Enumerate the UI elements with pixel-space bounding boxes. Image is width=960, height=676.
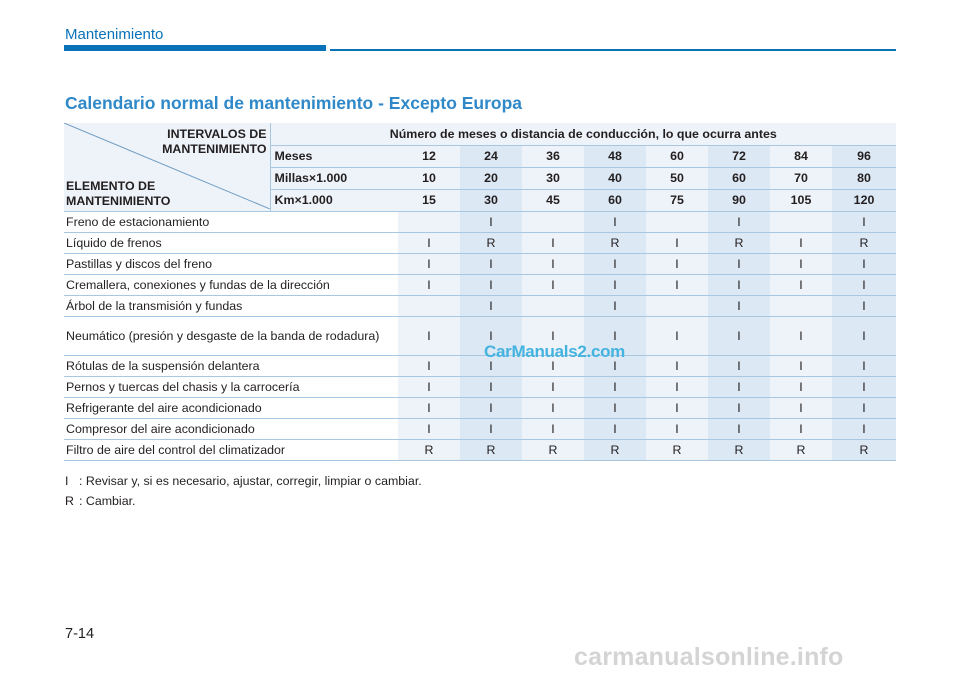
item-value: I bbox=[770, 317, 832, 356]
interval-value: 40 bbox=[584, 168, 646, 190]
interval-value: 20 bbox=[460, 168, 522, 190]
interval-value: 80 bbox=[832, 168, 896, 190]
item-value: I bbox=[832, 212, 896, 233]
table-row bbox=[64, 419, 896, 440]
item-value: I bbox=[832, 275, 896, 296]
section-label: Mantenimiento bbox=[65, 26, 164, 43]
item-name: Árbol de la transmisión y fundas bbox=[64, 296, 398, 317]
item-value: I bbox=[770, 377, 832, 398]
maintenance-table bbox=[64, 123, 896, 461]
item-heading: ELEMENTO DE MANTENIMIENTO bbox=[66, 179, 171, 208]
item-value bbox=[646, 212, 708, 233]
item-value: R bbox=[832, 233, 896, 254]
item-value: I bbox=[708, 317, 770, 356]
item-value: I bbox=[584, 296, 646, 317]
item-value: R bbox=[708, 233, 770, 254]
item-value: I bbox=[832, 356, 896, 377]
interval-row-label: Millas×1.000 bbox=[270, 168, 398, 190]
legend-key: R bbox=[65, 494, 74, 508]
item-value: I bbox=[522, 275, 584, 296]
item-value: I bbox=[460, 275, 522, 296]
item-value: R bbox=[398, 440, 460, 461]
legend-item bbox=[65, 494, 135, 508]
interval-value: 72 bbox=[708, 146, 770, 168]
item-name: Filtro de aire del control del climatizador bbox=[64, 440, 398, 461]
item-value bbox=[646, 296, 708, 317]
item-value: I bbox=[460, 419, 522, 440]
item-value: I bbox=[522, 254, 584, 275]
item-value: I bbox=[708, 212, 770, 233]
item-value: I bbox=[522, 233, 584, 254]
item-value: I bbox=[646, 377, 708, 398]
item-value: I bbox=[708, 419, 770, 440]
item-value: I bbox=[770, 275, 832, 296]
item-value: I bbox=[646, 275, 708, 296]
item-name: Líquido de frenos bbox=[64, 233, 398, 254]
table-row bbox=[64, 254, 896, 275]
item-value: I bbox=[832, 317, 896, 356]
item-value bbox=[770, 296, 832, 317]
legend-text: : Cambiar. bbox=[79, 494, 136, 508]
table-row bbox=[64, 377, 896, 398]
item-value: R bbox=[460, 440, 522, 461]
table-row bbox=[64, 440, 896, 461]
item-value: I bbox=[646, 398, 708, 419]
interval-value: 45 bbox=[522, 190, 584, 212]
item-value: I bbox=[832, 398, 896, 419]
site-watermark: carmanualsonline.info bbox=[574, 643, 844, 671]
interval-value: 12 bbox=[398, 146, 460, 168]
item-value: I bbox=[584, 356, 646, 377]
item-value: I bbox=[646, 419, 708, 440]
item-value: I bbox=[646, 317, 708, 356]
interval-value: 90 bbox=[708, 190, 770, 212]
item-value: I bbox=[460, 212, 522, 233]
header-rule-thick bbox=[64, 45, 326, 51]
table-row bbox=[64, 233, 896, 254]
item-value: I bbox=[584, 317, 646, 356]
item-value: I bbox=[584, 212, 646, 233]
item-name: Refrigerante del aire acondicionado bbox=[64, 398, 398, 419]
item-value: I bbox=[460, 317, 522, 356]
item-value bbox=[398, 296, 460, 317]
interval-value: 36 bbox=[522, 146, 584, 168]
item-value: I bbox=[522, 356, 584, 377]
item-value: I bbox=[708, 356, 770, 377]
item-value: I bbox=[522, 398, 584, 419]
item-value: I bbox=[832, 377, 896, 398]
item-value: I bbox=[832, 419, 896, 440]
item-value: I bbox=[460, 254, 522, 275]
item-value: I bbox=[770, 398, 832, 419]
item-value: I bbox=[646, 254, 708, 275]
interval-value: 48 bbox=[584, 146, 646, 168]
table-row bbox=[64, 275, 896, 296]
item-value: I bbox=[832, 296, 896, 317]
table-row bbox=[64, 212, 896, 233]
item-value: I bbox=[522, 317, 584, 356]
item-name: Cremallera, conexiones y fundas de la dirección bbox=[64, 275, 398, 296]
interval-value: 15 bbox=[398, 190, 460, 212]
interval-value: 60 bbox=[584, 190, 646, 212]
item-name: Rótulas de la suspensión delantera bbox=[64, 356, 398, 377]
item-name: Pernos y tuercas del chasis y la carrocería bbox=[64, 377, 398, 398]
watermark-text: CarManuals2.com bbox=[484, 342, 625, 361]
legend-item bbox=[65, 474, 422, 488]
page-title: Calendario normal de mantenimiento - Excepto Europa bbox=[65, 93, 523, 113]
header-rule-thin bbox=[330, 49, 896, 51]
item-value: I bbox=[584, 377, 646, 398]
item-value: R bbox=[584, 440, 646, 461]
item-value: I bbox=[460, 377, 522, 398]
table-row bbox=[64, 356, 896, 377]
item-name: Compresor del aire acondicionado bbox=[64, 419, 398, 440]
item-value: R bbox=[770, 440, 832, 461]
table-row bbox=[64, 296, 896, 317]
item-value: I bbox=[646, 356, 708, 377]
item-value: I bbox=[460, 296, 522, 317]
item-value: I bbox=[770, 356, 832, 377]
item-value: I bbox=[398, 233, 460, 254]
item-value bbox=[522, 212, 584, 233]
item-value: R bbox=[646, 440, 708, 461]
item-value: I bbox=[460, 356, 522, 377]
item-value: I bbox=[708, 254, 770, 275]
item-value: I bbox=[770, 419, 832, 440]
item-value: I bbox=[708, 398, 770, 419]
item-value: I bbox=[708, 275, 770, 296]
item-value: I bbox=[584, 398, 646, 419]
item-name: Pastillas y discos del freno bbox=[64, 254, 398, 275]
item-value: I bbox=[584, 254, 646, 275]
item-value: I bbox=[522, 419, 584, 440]
interval-value: 30 bbox=[460, 190, 522, 212]
interval-value: 60 bbox=[646, 146, 708, 168]
interval-row-label: Meses bbox=[270, 146, 398, 168]
page-number: 7-14 bbox=[65, 626, 95, 642]
item-value: I bbox=[708, 296, 770, 317]
item-value: I bbox=[398, 419, 460, 440]
item-value: I bbox=[832, 254, 896, 275]
corner-header-cell bbox=[64, 123, 270, 212]
legend-text: : Revisar y, si es necesario, ajustar, corregir, limpiar o cambiar. bbox=[79, 474, 422, 488]
item-name: Neumático (presión y desgaste de la banda de rodadura) bbox=[64, 317, 398, 356]
item-value bbox=[770, 212, 832, 233]
item-value bbox=[398, 212, 460, 233]
item-value: I bbox=[708, 377, 770, 398]
item-value: I bbox=[398, 398, 460, 419]
item-value: I bbox=[398, 377, 460, 398]
interval-value: 96 bbox=[832, 146, 896, 168]
interval-value: 50 bbox=[646, 168, 708, 190]
item-value: I bbox=[522, 377, 584, 398]
item-value: R bbox=[460, 233, 522, 254]
interval-value: 24 bbox=[460, 146, 522, 168]
interval-value: 30 bbox=[522, 168, 584, 190]
item-value: I bbox=[584, 275, 646, 296]
item-value: I bbox=[398, 317, 460, 356]
interval-row-label: Km×1.000 bbox=[270, 190, 398, 212]
item-value: R bbox=[584, 233, 646, 254]
interval-value: 120 bbox=[832, 190, 896, 212]
interval-value: 10 bbox=[398, 168, 460, 190]
span-header: Número de meses o distancia de conducción, lo que ocurra antes bbox=[270, 123, 896, 146]
item-value: R bbox=[708, 440, 770, 461]
interval-value: 84 bbox=[770, 146, 832, 168]
interval-value: 70 bbox=[770, 168, 832, 190]
item-value: I bbox=[770, 233, 832, 254]
item-value: R bbox=[522, 440, 584, 461]
item-value: I bbox=[646, 233, 708, 254]
table-row bbox=[64, 398, 896, 419]
interval-value: 75 bbox=[646, 190, 708, 212]
interval-heading: INTERVALOS DE MANTENIMIENTO bbox=[162, 127, 267, 156]
interval-value: 60 bbox=[708, 168, 770, 190]
item-value: I bbox=[460, 398, 522, 419]
item-value: I bbox=[584, 419, 646, 440]
table-row bbox=[64, 317, 896, 356]
item-name: Freno de estacionamiento bbox=[64, 212, 398, 233]
item-value: I bbox=[398, 254, 460, 275]
item-value: I bbox=[770, 254, 832, 275]
interval-value: 105 bbox=[770, 190, 832, 212]
item-value: I bbox=[398, 356, 460, 377]
item-value: R bbox=[832, 440, 896, 461]
item-value bbox=[522, 296, 584, 317]
legend-key: I bbox=[65, 474, 69, 488]
item-value: I bbox=[398, 275, 460, 296]
